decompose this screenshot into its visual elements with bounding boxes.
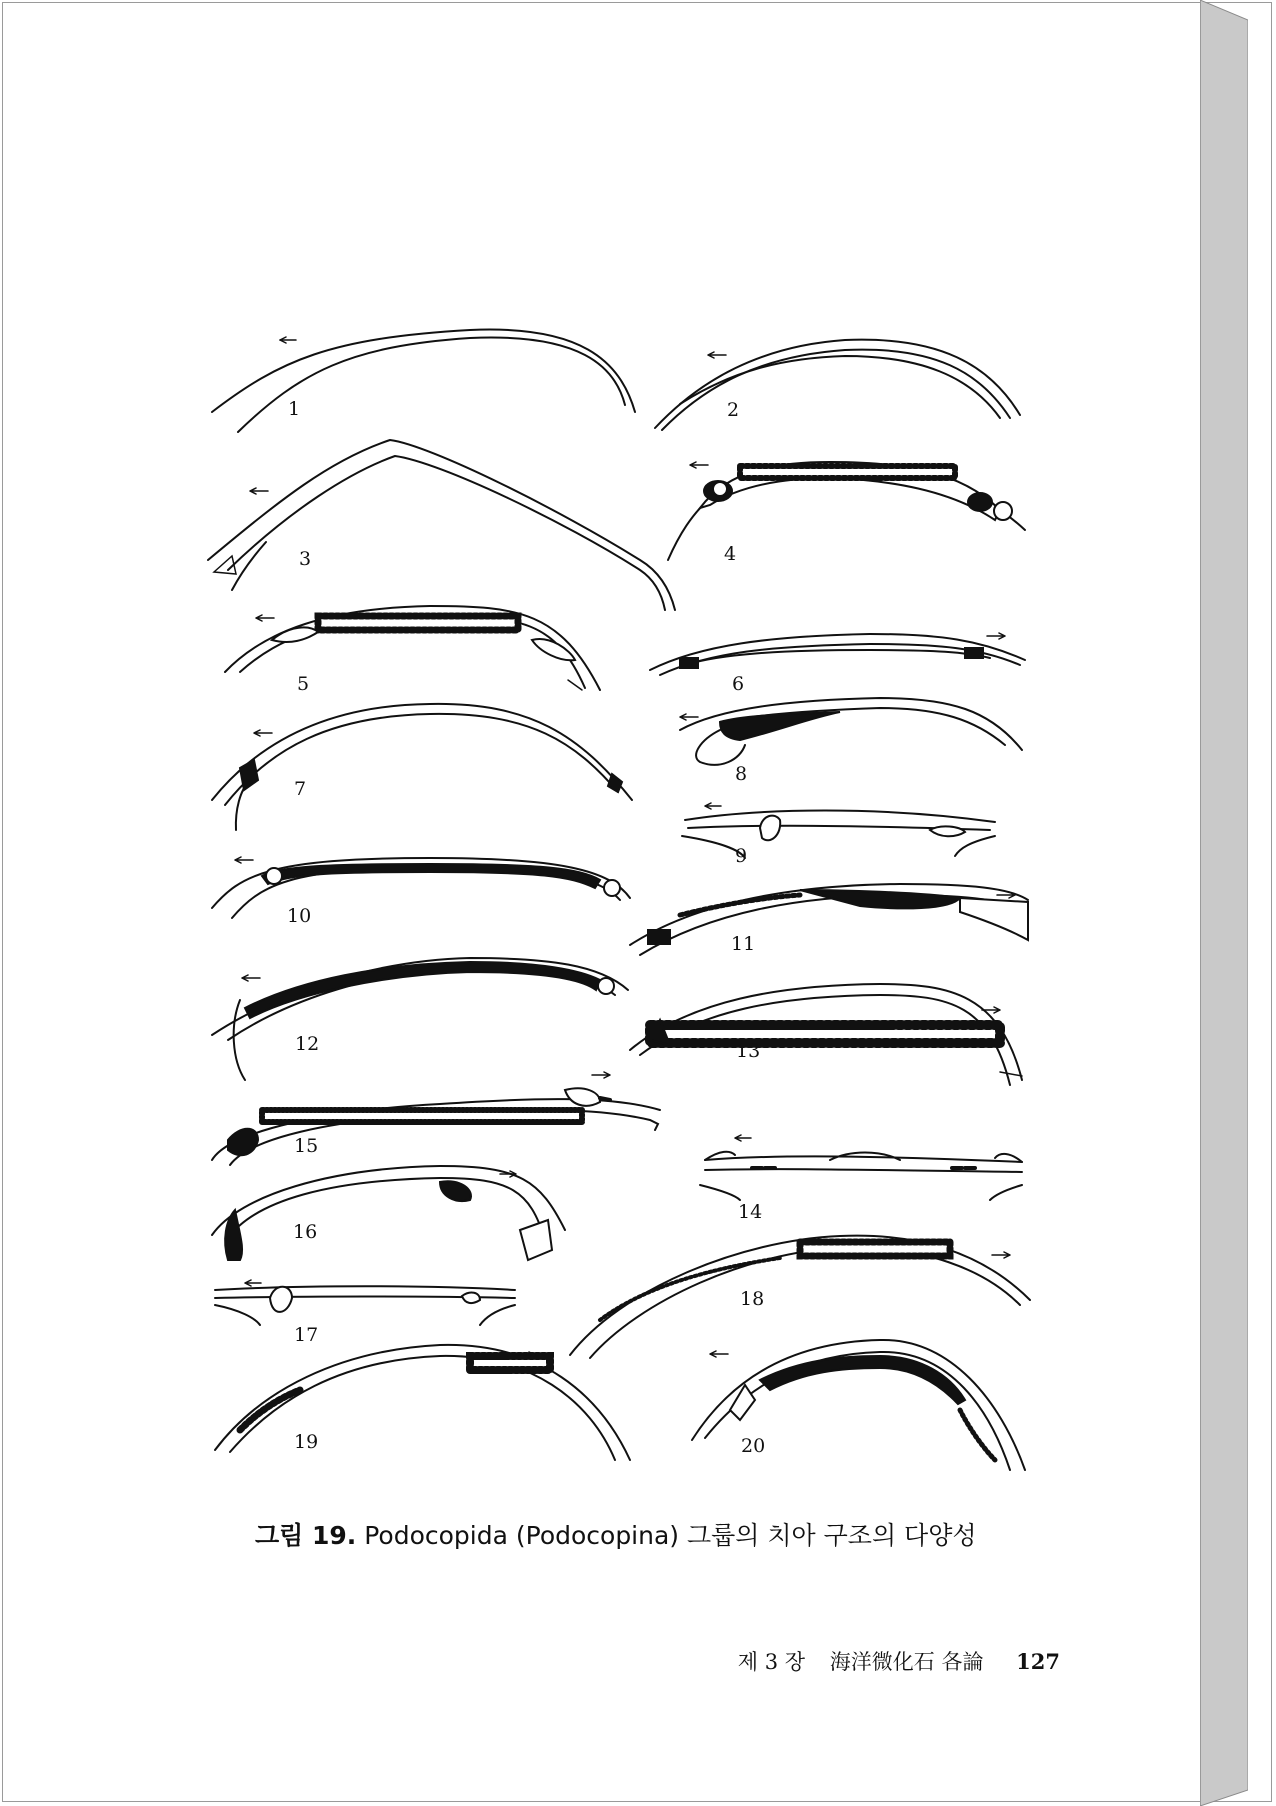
specimen-17 (215, 1280, 515, 1325)
figure-number: 13 (736, 1040, 761, 1062)
figure-number: 11 (731, 933, 756, 955)
figure-number: 20 (741, 1435, 766, 1457)
figure-number: 8 (735, 763, 748, 785)
figure-number: 12 (295, 1033, 320, 1055)
specimen-11 (630, 884, 1028, 955)
specimen-2 (655, 340, 1020, 430)
caption-text: Podocopida (Podocopina) 그룹의 치아 구조의 다양성 (356, 1521, 977, 1550)
figure-number: 9 (735, 845, 748, 867)
specimen-7 (212, 704, 632, 830)
specimen-10 (212, 857, 630, 918)
caption-label: 그림 19. (255, 1521, 357, 1550)
figure-number: 15 (294, 1135, 319, 1157)
figure-number: 10 (287, 905, 312, 927)
figure-number: 6 (732, 673, 745, 695)
figure-caption (255, 1516, 1015, 1552)
specimen-5 (225, 606, 600, 690)
specimen-1 (212, 330, 635, 432)
figure-number: 7 (294, 778, 307, 800)
specimen-18 (570, 1236, 1030, 1358)
figure-number: 17 (294, 1324, 319, 1346)
specimen-14 (700, 1135, 1022, 1200)
figure-number: 14 (738, 1201, 763, 1223)
specimen-12 (212, 958, 628, 1080)
figure-number: 16 (293, 1221, 318, 1243)
figure-number: 2 (727, 399, 740, 421)
figure-number: 18 (740, 1288, 765, 1310)
figure-number: 19 (294, 1431, 319, 1453)
specimen-9 (682, 803, 995, 858)
figure-number: 3 (299, 548, 312, 570)
specimen-3 (208, 440, 675, 610)
page-footer (738, 1646, 1060, 1676)
chapter-label: 제 3 장 (737, 1650, 806, 1674)
figure-number: 1 (288, 398, 301, 420)
page-number: 127 (1016, 1649, 1060, 1674)
specimen-16 (212, 1166, 565, 1260)
figure-numbers (287, 398, 765, 1457)
specimen-6 (650, 633, 1025, 675)
figure-number: 4 (724, 543, 737, 565)
specimen-4 (668, 462, 1025, 560)
specimen-19 (215, 1345, 630, 1460)
specimen-15 (212, 1072, 660, 1165)
specimen-13 (630, 984, 1022, 1085)
figure-number: 5 (297, 673, 310, 695)
specimen-8 (680, 698, 1022, 765)
section-title: 海洋微化石 各論 (829, 1650, 984, 1674)
